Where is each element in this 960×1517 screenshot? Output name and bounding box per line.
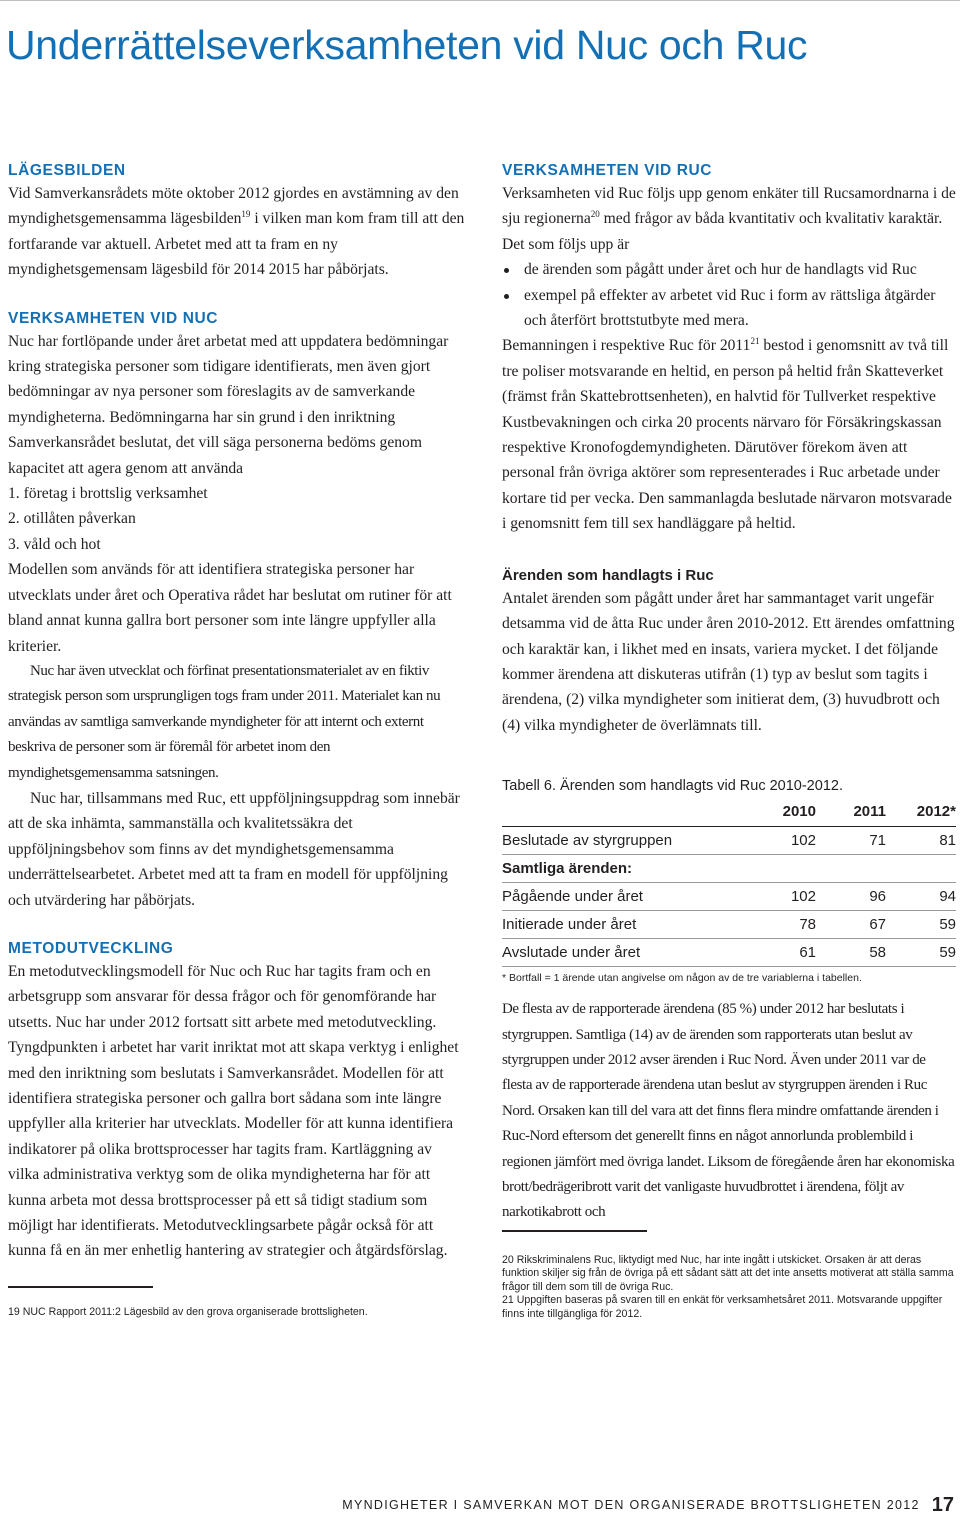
- bullet-text: exempel på effekter av arbetet vid Ruc i form av rättsliga åtgärder och återfört brottstutbyte med mera.: [524, 286, 936, 330]
- table-cell: [816, 855, 886, 883]
- paragraph-bemanning: [502, 333, 956, 536]
- right-column: [502, 160, 956, 1321]
- footnote-21: 21 Uppgiften baseras på svaren till en enkät för verksamhetsåret 2011. Motsvarande uppgifter finns inte tillgängliga för 2012.: [502, 1294, 943, 1320]
- table-header-cell: 2012*: [916, 802, 956, 820]
- paragraph-presentationsmaterial: Nuc har även utvecklat och förfinat presentationsmaterialet av en fiktiv strategisk person som ursprungligen togs fram under 2011. Materialet kan nu användas av samtliga samverkande myndigheter för att internt och externt beskriva de personer som är föremål för arbetet inom den myndighetsgemensamma satsningen.: [8, 662, 441, 781]
- paragraph-metodutveckling: En metodutvecklingsmodell för Nuc och Ruc har tagits fram och en arbetsgrupp som ansvarar för dessa frågor och för genomförande har utsetts. Nuc har under 2012 fortsatt sitt arbete med metodutveckling. Tyngdpunkten i arbetet har varit inriktat mot att skapa verktyg i enlighet med den inriktning som beslutats i Samverkansrådet. Modellen för att identifiera strategiska personer och gallra bort sådana som inte längre uppfyller alla kriterier har utvecklats. Modeller för att kunna identifiera indikatorer på olika brottsprocesser har tagits fram. Kartläggning av vilka administrativa verktyg som de olika myndigheterna har för att kunna arbeta mot dessa brottsprocesser på ett så tidigt stadium som möjligt har identifierats. Metodutvecklingsarbete pågår också för att kunna få en än mer enhetlig hantering av strategier och åtgärdsförslag.: [8, 962, 459, 1260]
- list-item: 1. företag i brottslig verksamhet: [8, 485, 208, 503]
- page-footer: [342, 1494, 954, 1517]
- table-caption: Tabell 6. Ärenden som handlagts vid Ruc 2010-2012.: [502, 778, 843, 795]
- paragraph-text: Bemanningen i respektive Ruc för 2011: [502, 337, 751, 355]
- table-cell: 81: [886, 827, 956, 855]
- bullet-item: [502, 257, 956, 282]
- top-rule: [0, 0, 960, 1]
- table-header-cell: [502, 796, 726, 827]
- table-cell: 58: [816, 939, 886, 967]
- footnote-ref-20: 20: [590, 209, 600, 220]
- table-cell: 96: [816, 883, 886, 911]
- table-row-label: Pågående under året: [502, 883, 726, 911]
- heading-metodutveckling: METODUTVECKLING: [8, 939, 174, 957]
- footnote-20: 20 Rikskriminalens Ruc, liktydigt med Nuc, har inte ingått i utskicket. Orsaken är att deras funktion skiljer sig från de övriga på ett sådant sätt att det inte ansetts motiverat att ställa samma frågor till dem som till de övriga Ruc.: [502, 1253, 954, 1293]
- table-cell: 102: [726, 883, 816, 911]
- footnote-ref-21: 21: [750, 336, 760, 347]
- table-cell: 94: [886, 883, 956, 911]
- table-header-row: [502, 796, 956, 827]
- footnote-19: 19 NUC Rapport 2011:2 Lägesbild av den grova organiserade brottsligheten.: [8, 1305, 368, 1318]
- paragraph-lagesbilden: [8, 181, 466, 283]
- paragraph-styrgruppen: De flesta av de rapporterade ärendena (85 %) under 2012 har beslutats i styrgruppen. Samtliga (14) av de ärenden som rapporterats utan beslut av styrgruppen under 2012 avser ärenden i Ruc Nord. Även under 2011 var de flesta av de rapporterade ärendena utan beslut av styrgruppen ärenden i Ruc Nord. Orsaken kan till del vara att det finns flera mindre omfattande ärenden i Ruc-Nord eftersom det generellt finns en något annorlunda problembild i regionen jämfört med övriga landet. Liksom de föregående åren har ekonomiska brott/bedrägeribrott varit det vanligaste huvudbrottet i ärendena, följt av narkotikabrott och: [502, 1001, 955, 1221]
- paragraph-ruc: [502, 181, 956, 257]
- table-row-label: Samtliga ärenden:: [502, 855, 726, 883]
- list-item: 2. otillåten påverkan: [8, 510, 136, 528]
- table-cell: [726, 855, 816, 883]
- table-row-label: Beslutade av styrgruppen: [502, 827, 726, 855]
- paragraph-nuc: Nuc har fortlöpande under året arbetat med att uppdatera bedömningar kring strategiska personer som tidigare identifierats, men även gjort bedömningar av nya personer som föreslagits av de samverkande myndigheterna. Bedömningarna har sin grund i den inriktning Samverkansrådet beslutat, det vill säga personerna bedöms genom kapacitet att agera genom att använda: [8, 332, 449, 477]
- table-note: * Bortfall = 1 ärende utan angivelse om någon av de tre variablerna i tabellen.: [502, 972, 862, 985]
- heading-verksamheten-ruc: VERKSAMHETEN VID RUC: [502, 162, 713, 179]
- bullet-icon: [504, 294, 509, 299]
- table-row: [502, 939, 956, 967]
- table-row-label: Avslutade under året: [502, 939, 726, 967]
- page-number: 17: [931, 1494, 954, 1516]
- paragraph-uppfoljning: Nuc har, tillsammans med Ruc, ett uppföljningsuppdrag som innebär att de ska inhämta, sammanställa och kvalitetssäkra det uppföljningsbehov som finns av det myndighetsgemensamma underrättelsearbetet. Arbetet med att ta fram en modell för uppföljning och utvärdering har påbörjats.: [8, 789, 460, 909]
- table-header-cell: 2011: [853, 802, 886, 820]
- bullet-item: [502, 283, 956, 334]
- table-cell: 78: [726, 911, 816, 939]
- table-cell: 71: [816, 827, 886, 855]
- paragraph-modellen: Modellen som används för att identifiera strategiska personer har utvecklats under året och Operativa rådet har beslutat om rutiner för att bland annat kunna gallra bort personer som inte längre uppfyller alla kriterier.: [8, 561, 452, 655]
- table-cell: 67: [816, 911, 886, 939]
- table-group-row: [502, 855, 956, 883]
- paragraph-arenden: Antalet ärenden som pågått under året har sammantaget varit ungefär detsamma vid de åtta Ruc under åren 2010-2012. Ett ärendes omfattning och karaktär kan, i likhet med en insats, variera mycket. I det följande kommer ärendena att diskuteras utifrån (1) typ av beslut som tagits i ärendena, (2) vilka myndigheter som initierat dem, (3) huvudbrott och (4) vilka myndigheter de överlämnats till.: [502, 589, 955, 734]
- table-cell: 59: [886, 939, 956, 967]
- cases-table: [502, 796, 956, 967]
- table-cell: 61: [726, 939, 816, 967]
- paragraph-text: bestod i genomsnitt av två till tre poliser motsvarande en heltid, en person på heltid från Skatteverket (främst från Skattebrottsenheten), en halvtid för Tullverket respektive Kustbevakningen och cirka 20 procents närvaro för Försäkringskassan respektive Kronofogdemyndigheten. Därutöver förekom även att personal från övriga aktörer som representerades i Ruc arbetade under kortare tid per vecka. Den sammanlagda beslutade närvaron motsvarade i genomsnitt fem till sex handläggare på heltid.: [502, 337, 952, 533]
- table-header-cell: 2010: [782, 802, 816, 820]
- table-row: [502, 883, 956, 911]
- heading-lagesbilden: LÄGESBILDEN: [8, 162, 126, 179]
- table-cell: 59: [886, 911, 956, 939]
- heading-verksamheten-nuc: VERKSAMHETEN VID NUC: [8, 309, 219, 327]
- bullet-icon: [504, 268, 509, 273]
- table-cell: 102: [726, 827, 816, 855]
- footer-title: MYNDIGHETER I SAMVERKAN MOT DEN ORGANISERADE BROTTSLIGHETEN 2012: [342, 1498, 920, 1512]
- table-row: [502, 911, 956, 939]
- page-title: Underrättelseverksamheten vid Nuc och Ruc: [6, 22, 808, 68]
- footnote-ref-19: 19: [241, 209, 251, 220]
- list-item: 3. våld och hot: [8, 535, 101, 553]
- followup-bullets: [502, 257, 956, 333]
- table-cell: [886, 855, 956, 883]
- paragraph-text: med frågor av båda kvantitativ och kvalitativ karaktär. Det som följs upp är: [502, 210, 943, 253]
- heading-arenden: Ärenden som handlagts i Ruc: [502, 566, 714, 584]
- paragraph-text: i vilken man kom fram till att den fortfarande var aktuell. Arbetet med att ta fram en ny myndighetsgemensam lägesbild för 2014 2015 har påbörjats.: [8, 210, 465, 279]
- bullet-text: de ärenden som pågått under året och hur de handlagts vid Ruc: [524, 261, 917, 279]
- left-column: [8, 160, 466, 1319]
- criteria-list: [8, 481, 466, 557]
- table-row: [502, 827, 956, 855]
- paragraph-text: Vid Samverkansrådets möte oktober 2012 gjordes en avstämning av den myndighetsgemensamma lägesbilden: [8, 185, 459, 228]
- paragraph-text: Verksamheten vid Ruc följs upp genom enkäter till Rucsamordnarna i de sju regionerna: [502, 185, 956, 228]
- table-row-label: Initierade under året: [502, 911, 726, 939]
